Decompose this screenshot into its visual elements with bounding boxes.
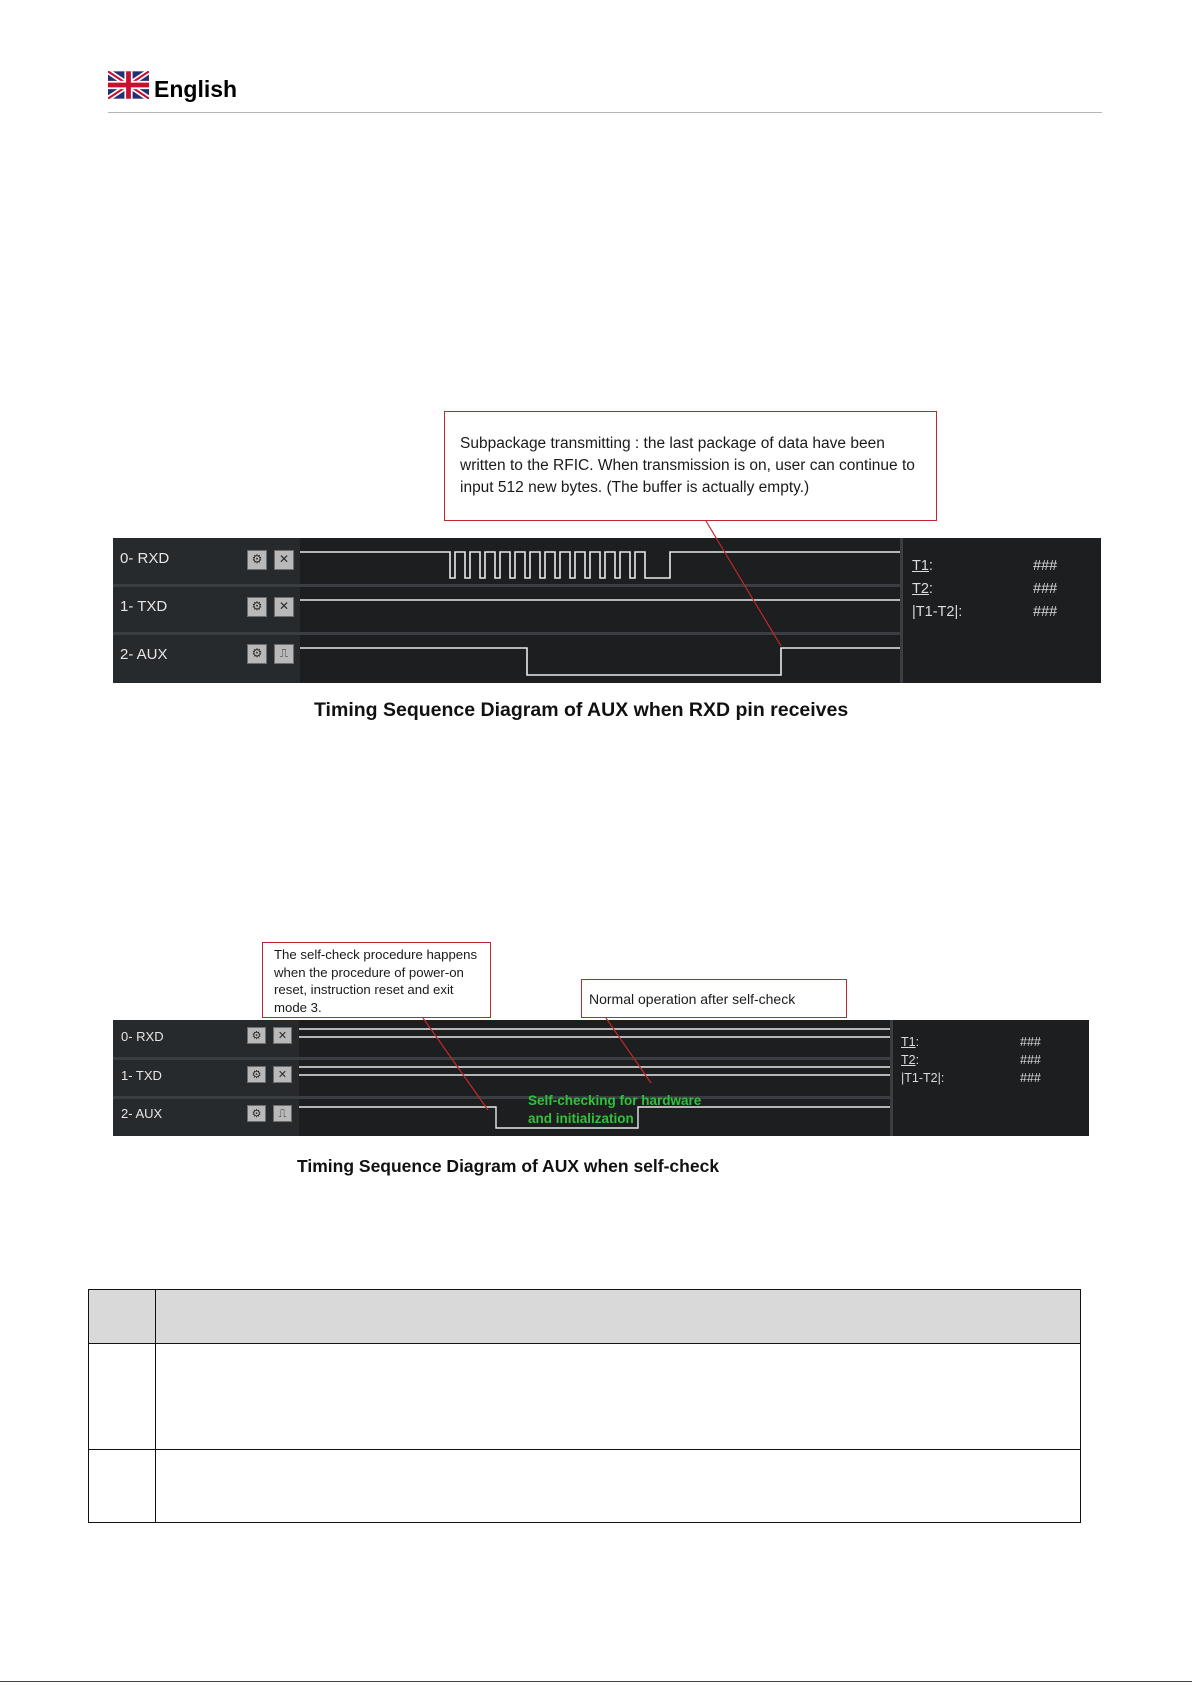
t2-suffix: : [928, 581, 933, 597]
diagram2-caption: Timing Sequence Diagram of AUX when self-check [297, 1156, 720, 1176]
t2-key[interactable]: T2 [901, 1053, 916, 1067]
close-icon[interactable]: ✕ [273, 1027, 292, 1044]
callout-pointer-line [606, 1018, 651, 1083]
t2-suffix: : [915, 1053, 920, 1067]
settings-icon[interactable]: ⚙ [247, 1066, 266, 1083]
measurement-diff: |T1-T2|: [901, 1071, 945, 1085]
t1-suffix: : [915, 1035, 920, 1049]
channel-label-txd: 1- TXD [120, 598, 168, 615]
table-cell [89, 1450, 156, 1523]
normal-operation-callout: Normal operation after self-check [581, 979, 847, 1018]
settings-icon[interactable]: ⚙ [247, 1027, 266, 1044]
language-label: English [154, 76, 238, 102]
footer-divider [0, 1681, 1192, 1682]
table-cell [156, 1344, 1081, 1450]
table-cell [156, 1290, 1081, 1344]
selfcheck-label-line2: and initialization [528, 1111, 634, 1126]
measurement-t1-value: ### [1020, 1035, 1041, 1049]
callout-pointer-line [423, 1018, 488, 1110]
channel-label-txd: 1- TXD [121, 1068, 162, 1083]
t2-key[interactable]: T2 [912, 581, 929, 597]
edge-trigger-icon[interactable]: ⎍ [273, 1105, 292, 1122]
table-row [89, 1344, 1081, 1450]
close-icon[interactable]: ✕ [274, 597, 294, 617]
diagram1-caption: Timing Sequence Diagram of AUX when RXD pin receives [314, 699, 849, 721]
measurement-diff-value: ### [1033, 604, 1058, 620]
channel-label-rxd: 0- RXD [121, 1029, 164, 1044]
t1-key[interactable]: T1 [901, 1035, 916, 1049]
settings-icon[interactable]: ⚙ [247, 644, 267, 664]
table-cell [89, 1290, 156, 1344]
measurement-t2-value: ### [1020, 1053, 1041, 1067]
table-cell [89, 1344, 156, 1450]
settings-icon[interactable]: ⚙ [247, 597, 267, 617]
measurement-t1-value: ### [1033, 558, 1058, 574]
settings-icon[interactable]: ⚙ [247, 1105, 266, 1122]
measurement-diff-value: ### [1020, 1071, 1041, 1085]
measurement-t2-value: ### [1033, 581, 1058, 597]
empty-table [88, 1289, 1081, 1523]
channel-label-aux: 2- AUX [120, 646, 168, 663]
close-icon[interactable]: ✕ [274, 550, 294, 570]
selfcheck-procedure-callout: The self-check procedure happens when the procedure of power-on reset, instruction reset and exit mode 3. [262, 942, 491, 1018]
table-cell [156, 1450, 1081, 1523]
measurement-diff: |T1-T2|: [912, 604, 963, 620]
edge-trigger-icon[interactable]: ⎍ [274, 644, 294, 664]
t1-suffix: : [928, 558, 933, 574]
settings-icon[interactable]: ⚙ [247, 550, 267, 570]
t1-key[interactable]: T1 [912, 558, 929, 574]
table-row [89, 1450, 1081, 1523]
close-icon[interactable]: ✕ [273, 1066, 292, 1083]
selfcheck-label-line1: Self-checking for hardware [528, 1093, 702, 1108]
table-header-row [89, 1290, 1081, 1344]
subpackage-callout: Subpackage transmitting : the last package of data have been written to the RFIC. When transmission is on, user can continue to input 512 new bytes. (The buffer is actually empty.) [444, 411, 937, 521]
channel-label-rxd: 0- RXD [120, 550, 170, 567]
callout-pointer-line [706, 521, 781, 646]
channel-label-aux: 2- AUX [121, 1106, 163, 1121]
